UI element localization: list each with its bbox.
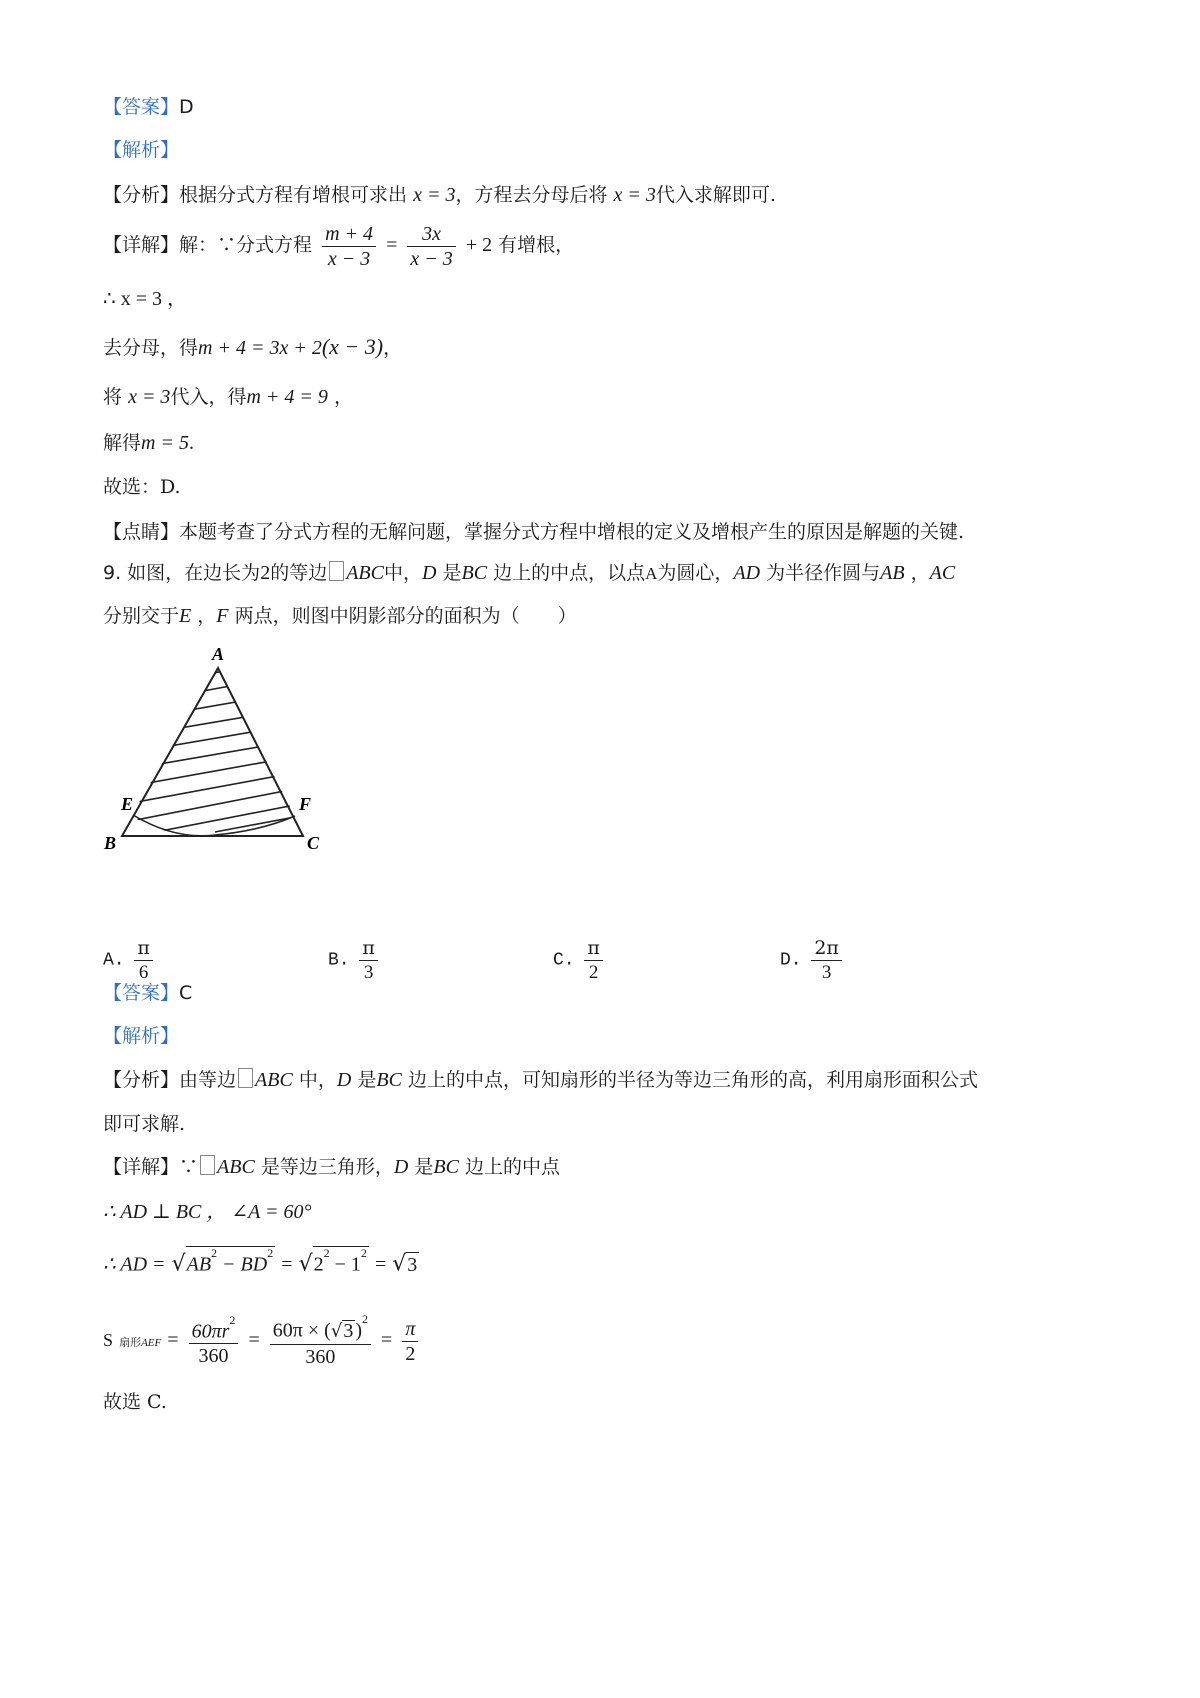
q9-stem-math: 2	[260, 562, 271, 584]
exponent: 2	[362, 1312, 368, 1327]
exponent: 2	[267, 1246, 274, 1260]
fraction-denominator: x − 3	[327, 247, 371, 270]
fenxi-tag: 【分析】	[103, 184, 180, 206]
q9-detail-text: ∵	[179, 1156, 199, 1178]
triangle-abc	[122, 668, 303, 836]
q8-conclusion-text: 故选：D.	[103, 476, 181, 498]
exponent: 2	[360, 1246, 367, 1260]
q8-step1-math: ∴ x = 3 ，	[103, 288, 188, 310]
q8-step3-end: ，	[333, 386, 353, 408]
q9-stem-text: 为圆心，	[657, 562, 734, 584]
q9-fenxi-math: ABC	[255, 1069, 293, 1091]
q8-step2-math: m + 4 = 3x + 2	[198, 337, 322, 359]
q9-stem-math: D	[422, 562, 437, 584]
q8-conclusion	[103, 474, 181, 500]
label-e: E	[121, 794, 134, 814]
fraction-denominator: 2	[588, 962, 599, 983]
q9-stem-text: 的等边	[270, 562, 328, 584]
q9-stem-text: 分别交于	[103, 605, 180, 627]
missing-glyph-box	[200, 1155, 215, 1175]
q9-step1-math: ∴ AD ⊥ BC ， ∠A = 60°	[103, 1201, 312, 1223]
q9-stem-math: AC	[929, 562, 956, 584]
q8-detail-math: + 2	[465, 234, 493, 256]
fraction-numerator: π	[402, 1317, 418, 1342]
choice-d	[780, 936, 846, 985]
q9-fenxi-text: 即可求解.	[103, 1113, 186, 1135]
q9-sector-formula	[103, 1310, 422, 1373]
q8-fenxi-text: 代入求解即可.	[655, 184, 776, 206]
label-b: B	[104, 833, 117, 853]
sector-fraction-3	[402, 1317, 418, 1366]
q9-fenxi-line2	[103, 1111, 185, 1137]
numerator-term: 60π × (	[272, 1319, 331, 1342]
sqrt-symbol: √	[298, 1251, 313, 1277]
q8-dianjing-text: 本题考查了分式方程的无解问题，掌握分式方程中增根的定义及增根产生的原因是解题的关键.	[179, 521, 965, 543]
sqrt-radicand: 3	[343, 1319, 354, 1342]
q9-stem-text: ，	[197, 605, 217, 627]
radicand-term: 2	[313, 1253, 324, 1276]
q9-answer-value: C	[179, 982, 193, 1004]
sector-fraction-2	[270, 1313, 371, 1369]
fraction-numerator: π	[584, 936, 603, 961]
analysis-tag: 【解析】	[103, 139, 180, 161]
q8-fenxi-eq: x = 3	[413, 184, 456, 206]
q8-step4	[103, 430, 194, 456]
q8-step3-math: x = 3	[128, 386, 171, 408]
fraction-denominator: 360	[198, 1345, 229, 1368]
missing-glyph-box	[329, 561, 344, 581]
q8-step3	[103, 384, 353, 410]
q9-fenxi-text: 由等边	[179, 1069, 237, 1091]
q9-detail-text: 边上的中点	[465, 1156, 561, 1178]
q8-step2	[103, 334, 402, 361]
q8-step3-text: 代入，得	[170, 386, 247, 408]
q9-stem-math: BC	[461, 562, 488, 584]
sqrt-symbol: √	[171, 1251, 186, 1277]
q9-detail-math: ABC	[217, 1156, 255, 1178]
fraction-denominator: 2	[405, 1342, 416, 1365]
sqrt-radicand	[186, 1246, 276, 1277]
choice-fraction	[134, 936, 153, 985]
equals-sign: =	[386, 234, 398, 256]
equals-sign: =	[248, 1329, 260, 1351]
sector-fraction-1	[189, 1314, 239, 1369]
q8-answer-line	[103, 94, 194, 120]
fraction-numerator: π	[134, 936, 153, 961]
radicand-term: − 1	[334, 1253, 361, 1276]
numerator-term: 60πr	[191, 1320, 230, 1343]
q8-analysis-line	[103, 137, 179, 163]
fraction-denominator: x − 3	[410, 247, 453, 270]
q8-fenxi-line	[103, 182, 776, 208]
fenxi-tag: 【分析】	[103, 1069, 180, 1091]
choice-a	[103, 936, 157, 985]
exponent: 2	[323, 1246, 330, 1260]
q9-stem-text: 中，	[383, 562, 422, 584]
choice-fraction	[811, 936, 842, 985]
q8-step4-text: 解得	[103, 432, 142, 454]
q8-fenxi-text: ，方程去分母后将	[455, 184, 608, 206]
label-a: A	[212, 644, 225, 664]
q8-step3-math: m + 4 = 9	[246, 386, 328, 408]
choice-label: D.	[780, 950, 802, 971]
equals-sign: =	[381, 1329, 393, 1351]
q9-stem-math: E	[179, 605, 192, 627]
fraction-numerator	[189, 1314, 239, 1345]
q9-detail-math: BC	[433, 1156, 459, 1178]
q9-stem-text: ，	[910, 562, 930, 584]
arc-ef	[133, 815, 295, 836]
q9-conclusion-text: 故选 C.	[103, 1391, 167, 1413]
sector-subscript: AEF	[141, 1337, 162, 1349]
fraction-numerator	[270, 1313, 371, 1345]
q9-stem-line1	[103, 560, 955, 587]
q9-detail-math: D	[393, 1156, 409, 1178]
q9-fenxi-text: 中，	[298, 1069, 337, 1091]
q8-detail-text: 解：∵分式方程	[179, 234, 313, 256]
numerator-term: )	[355, 1319, 362, 1342]
q9-stem-math: ABC	[346, 562, 384, 584]
sector-subscript: 扇形	[119, 1336, 142, 1349]
q9-stem-math: F	[216, 605, 229, 627]
radicand-term: AB	[186, 1253, 212, 1276]
q9-stem-text: 边上的中点，以点	[493, 562, 646, 584]
q8-dianjing	[103, 519, 964, 545]
answer-tag: 【答案】	[103, 96, 180, 118]
fraction-denominator: 360	[305, 1345, 336, 1368]
radicand-term: − BD	[222, 1253, 268, 1276]
q9-stem-math: A	[645, 564, 658, 583]
q9-step2	[103, 1246, 419, 1282]
q8-fraction-left	[322, 222, 376, 271]
q9-stem-line2	[103, 603, 577, 629]
q9-stem-text: 两点，则图中阴影部分的面积为（ ）	[234, 605, 577, 627]
q9-detail-text: 是等边三角形，	[260, 1156, 394, 1178]
shading-hatch	[115, 660, 310, 838]
equals-sign: =	[374, 1253, 387, 1276]
q8-fenxi-text: 根据分式方程有增根可求出	[179, 184, 408, 206]
q9-analysis-line	[103, 1023, 179, 1049]
choice-b	[328, 936, 382, 985]
detail-tag: 【详解】	[103, 1156, 180, 1178]
q8-step4-end: .	[188, 432, 194, 454]
sector-s-symbol: S	[103, 1330, 114, 1350]
exponent: 2	[211, 1246, 218, 1260]
q9-answer-line	[103, 980, 192, 1006]
choice-label: A.	[103, 950, 125, 971]
fraction-numerator: π	[359, 936, 378, 961]
q9-conclusion	[103, 1389, 167, 1415]
q9-detail-text: 是	[414, 1156, 434, 1178]
q8-step2-text: 去分母，得	[103, 337, 199, 359]
dianjing-tag: 【点睛】	[103, 521, 180, 543]
q8-answer-value: D	[179, 96, 194, 118]
equals-sign: =	[167, 1329, 179, 1351]
label-c: C	[307, 833, 320, 853]
q8-detail-text: 有增根，	[498, 234, 575, 256]
q9-detail-line	[103, 1154, 560, 1180]
q9-stem-text: 如图，在边长为	[127, 562, 261, 584]
label-f: F	[299, 794, 312, 814]
fraction-denominator: 3	[363, 962, 374, 983]
q9-stem-math: AD	[733, 562, 761, 584]
sqrt-radicand: 3	[407, 1253, 418, 1276]
fraction-denominator: 3	[821, 962, 832, 983]
choice-label: B.	[328, 950, 350, 971]
q8-step4-math: m = 5	[141, 432, 189, 454]
choice-c	[553, 936, 607, 985]
triangle-figure	[95, 640, 335, 860]
q9-step1	[103, 1199, 312, 1225]
q8-step2-paren: (x − 3)	[321, 334, 384, 359]
q8-fraction-right	[407, 222, 455, 271]
answer-tag: 【答案】	[103, 982, 180, 1004]
sqrt-radicand	[313, 1246, 369, 1277]
q9-stem-text: 为半径作圆与	[766, 562, 881, 584]
choice-fraction	[584, 936, 603, 985]
analysis-tag: 【解析】	[103, 1025, 180, 1047]
q9-fenxi-math: BC	[376, 1069, 402, 1091]
q9-stem-math: AB	[880, 562, 905, 584]
choice-label: C.	[553, 950, 575, 971]
q8-detail-line	[103, 218, 574, 272]
q9-fenxi-line	[103, 1067, 978, 1093]
q8-step3-text: 将	[103, 386, 123, 408]
q8-step1	[103, 286, 187, 312]
q9-fenxi-math: D	[336, 1069, 352, 1091]
q8-step2-end: ，	[383, 337, 403, 359]
q9-stem-text: 是	[442, 562, 462, 584]
q9-fenxi-text: 是	[357, 1069, 377, 1091]
fraction-numerator: 3x	[407, 222, 455, 247]
equals-sign: =	[281, 1253, 293, 1276]
fraction-numerator: m + 4	[322, 222, 376, 247]
choice-fraction	[359, 936, 378, 985]
sqrt-symbol: √	[330, 1320, 343, 1342]
fraction-numerator: 2π	[811, 936, 842, 961]
q8-fenxi-eq: x = 3	[613, 184, 656, 206]
q9-number: 9.	[103, 562, 128, 584]
fraction-denominator: 6	[138, 962, 149, 983]
missing-glyph-box	[238, 1068, 253, 1088]
q9-step2-math: ∴ AD =	[103, 1253, 166, 1276]
sqrt-symbol: √	[392, 1251, 407, 1277]
q9-fenxi-text: 边上的中点，可知扇形的半径为等边三角形的高，利用扇形面积公式	[408, 1069, 979, 1091]
exponent: 2	[229, 1312, 236, 1327]
detail-tag: 【详解】	[103, 234, 180, 256]
